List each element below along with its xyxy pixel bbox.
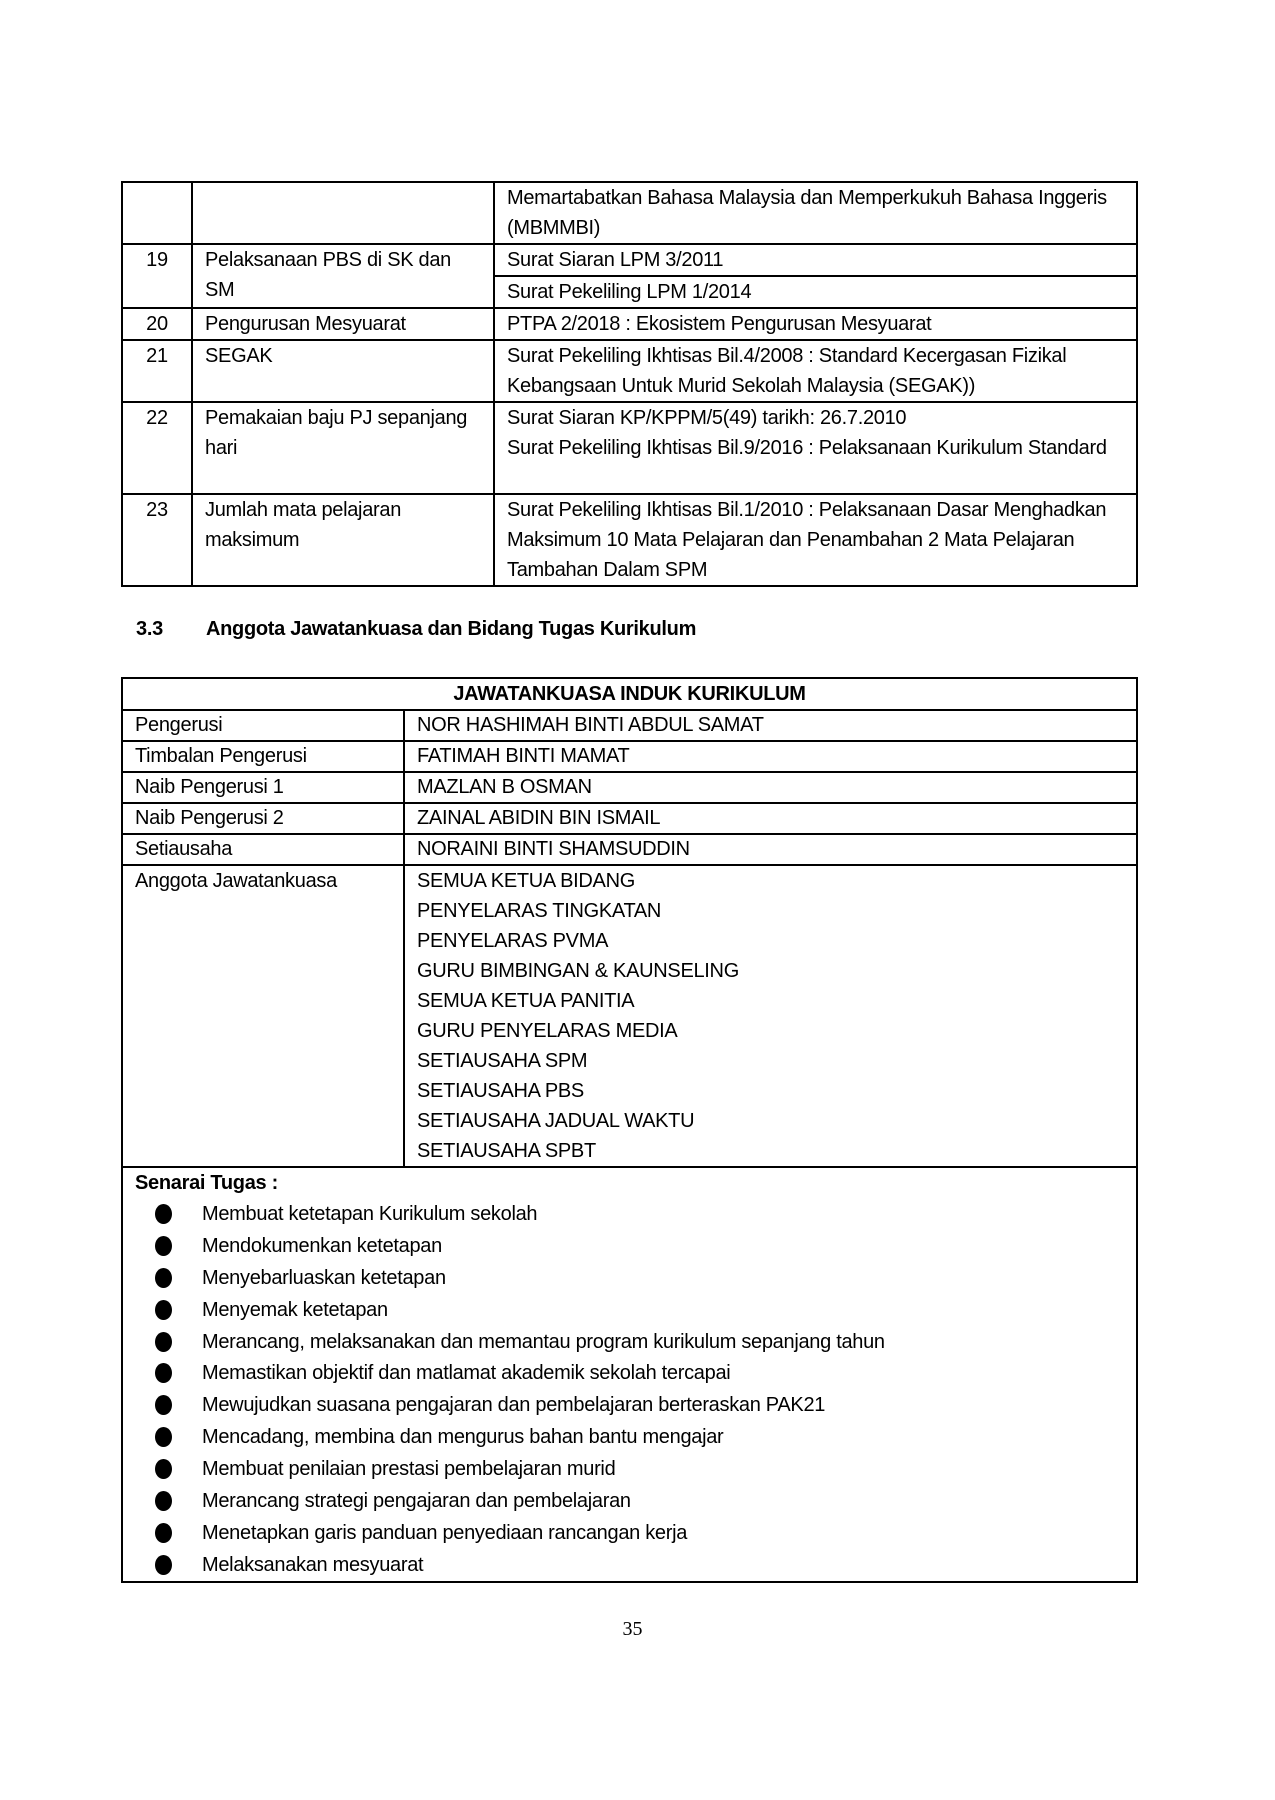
committee-header: JAWATANKUASA INDUK KURIKULUM <box>122 678 1137 710</box>
table-row <box>122 340 1137 402</box>
table-row <box>122 244 1137 276</box>
row-references <box>494 494 1137 586</box>
member-item: SETIAUSAHA SPBT <box>417 1140 596 1162</box>
row-references <box>494 308 1137 340</box>
bullet-icon <box>155 1332 172 1352</box>
member-item: PENYELARAS TINGKATAN <box>417 900 662 922</box>
row-references <box>494 340 1137 402</box>
task-item <box>135 1230 1124 1262</box>
task-item <box>135 1357 1124 1389</box>
task-item <box>135 1549 1124 1581</box>
bullet-icon <box>155 1555 172 1575</box>
committee-table <box>121 677 1138 1583</box>
committee-members-row <box>122 865 1137 1167</box>
row-item: Jumlah mata pelajaran maksimum <box>192 494 494 586</box>
page-number: 35 <box>622 1618 643 1640</box>
task-text: Menyemak ketetapan <box>202 1298 388 1321</box>
task-text: Membuat penilaian prestasi pembelajaran murid <box>202 1458 616 1481</box>
task-text: Menyebarluaskan ketetapan <box>202 1266 446 1289</box>
member-item: GURU BIMBINGAN & KAUNSELING <box>417 960 739 982</box>
section-title: Anggota Jawatankuasa dan Bidang Tugas Kurikulum <box>206 618 697 640</box>
row-item: Pemakaian baju PJ sepanjang hari <box>192 402 494 494</box>
table-row <box>122 182 1137 244</box>
task-text: Mewujudkan suasana pengajaran dan pembelajaran berteraskan PAK21 <box>202 1394 826 1417</box>
bullet-icon <box>155 1300 172 1320</box>
task-text: Mencadang, membina dan mengurus bahan bantu mengajar <box>202 1426 724 1449</box>
row-reference: Surat Pekeliling Ikhtisas Bil.1/2010 : Pelaksanaan Dasar Menghadkan Maksimum 10 Mata Pelajaran dan Penambahan 2 Mata Pelajaran Tambahan Dalam SPM <box>507 499 1107 581</box>
task-item <box>135 1326 1124 1358</box>
table-row <box>122 308 1137 340</box>
bullet-icon <box>155 1459 172 1479</box>
task-item <box>135 1389 1124 1421</box>
committee-row <box>122 834 1137 865</box>
tasks-title: Senarai Tugas : <box>135 1172 278 1194</box>
member-item: SEMUA KETUA BIDANG <box>417 870 635 892</box>
member-item: SETIAUSAHA SPM <box>417 1050 588 1072</box>
committee-row <box>122 710 1137 741</box>
row-number: 22 <box>122 402 192 494</box>
row-references <box>494 182 1137 244</box>
tasks-cell <box>122 1167 1137 1582</box>
bullet-icon <box>155 1363 172 1383</box>
role-name: ZAINAL ABIDIN BIN ISMAIL <box>404 803 1137 834</box>
members-label: Anggota Jawatankuasa <box>122 865 404 1167</box>
task-item <box>135 1421 1124 1453</box>
row-reference: Surat Pekeliling Ikhtisas Bil.4/2008 : Standard Kecergasan Fizikal Kebangsaan Untuk Murid Sekolah Malaysia (SEGAK)) <box>507 345 1067 397</box>
tasks-row <box>122 1167 1137 1582</box>
row-number <box>122 182 192 244</box>
committee-row <box>122 772 1137 803</box>
member-item: SETIAUSAHA JADUAL WAKTU <box>417 1110 695 1132</box>
row-number: 20 <box>122 308 192 340</box>
members-list <box>404 865 1137 1167</box>
role-name: FATIMAH BINTI MAMAT <box>404 741 1137 772</box>
row-item: SEGAK <box>192 340 494 402</box>
row-item: Pengurusan Mesyuarat <box>192 308 494 340</box>
task-item <box>135 1262 1124 1294</box>
section-number: 3.3 <box>136 618 163 640</box>
table-row <box>122 402 1137 494</box>
bullet-icon <box>155 1204 172 1224</box>
role-label: Setiausaha <box>122 834 404 865</box>
row-reference: Surat Pekeliling Ikhtisas Bil.9/2016 : Pelaksanaan Kurikulum Standard <box>507 437 1107 459</box>
task-text: Membuat ketetapan Kurikulum sekolah <box>202 1202 538 1225</box>
committee-row <box>122 803 1137 834</box>
row-reference: Memartabatkan Bahasa Malaysia dan Memperkukuh Bahasa Inggeris (MBMMBI) <box>507 187 1107 239</box>
role-name: NORAINI BINTI SHAMSUDDIN <box>404 834 1137 865</box>
task-item <box>135 1453 1124 1485</box>
task-item <box>135 1485 1124 1517</box>
task-item <box>135 1294 1124 1326</box>
role-label: Pengerusi <box>122 710 404 741</box>
bullet-icon <box>155 1395 172 1415</box>
row-reference: Surat Pekeliling LPM 1/2014 <box>494 276 1137 308</box>
member-item: SEMUA KETUA PANITIA <box>417 990 635 1012</box>
role-label: Naib Pengerusi 2 <box>122 803 404 834</box>
task-item <box>135 1517 1124 1549</box>
row-reference: PTPA 2/2018 : Ekosistem Pengurusan Mesyuarat <box>507 313 932 335</box>
member-item: PENYELARAS PVMA <box>417 930 609 952</box>
committee-row <box>122 741 1137 772</box>
task-text: Merancang, melaksanakan dan memantau program kurikulum sepanjang tahun <box>202 1330 885 1353</box>
role-label: Naib Pengerusi 1 <box>122 772 404 803</box>
row-item: Pelaksanaan PBS di SK dan SM <box>192 244 494 308</box>
task-text: Merancang strategi pengajaran dan pembelajaran <box>202 1489 631 1512</box>
bullet-icon <box>155 1523 172 1543</box>
table-row <box>122 494 1137 586</box>
row-number: 19 <box>122 244 192 308</box>
row-item <box>192 182 494 244</box>
row-number: 23 <box>122 494 192 586</box>
bullet-icon <box>155 1268 172 1288</box>
task-item <box>135 1198 1124 1230</box>
bullet-icon <box>155 1236 172 1256</box>
role-label: Timbalan Pengerusi <box>122 741 404 772</box>
bullet-icon <box>155 1491 172 1511</box>
role-name: NOR HASHIMAH BINTI ABDUL SAMAT <box>404 710 1137 741</box>
bullet-icon <box>155 1427 172 1447</box>
row-reference: Surat Siaran KP/KPPM/5(49) tarikh: 26.7.2010 <box>507 407 907 429</box>
task-text: Menetapkan garis panduan penyediaan rancangan kerja <box>202 1521 688 1544</box>
task-text: Melaksanakan mesyuarat <box>202 1553 424 1576</box>
member-item: SETIAUSAHA PBS <box>417 1080 584 1102</box>
reference-table <box>121 181 1138 587</box>
row-reference: Surat Siaran LPM 3/2011 <box>494 244 1137 276</box>
section-heading <box>136 618 696 641</box>
role-name: MAZLAN B OSMAN <box>404 772 1137 803</box>
task-text: Memastikan objektif dan matlamat akademik sekolah tercapai <box>202 1362 731 1385</box>
task-text: Mendokumenkan ketetapan <box>202 1234 442 1257</box>
row-number: 21 <box>122 340 192 402</box>
member-item: GURU PENYELARAS MEDIA <box>417 1020 678 1042</box>
row-references <box>494 402 1137 494</box>
